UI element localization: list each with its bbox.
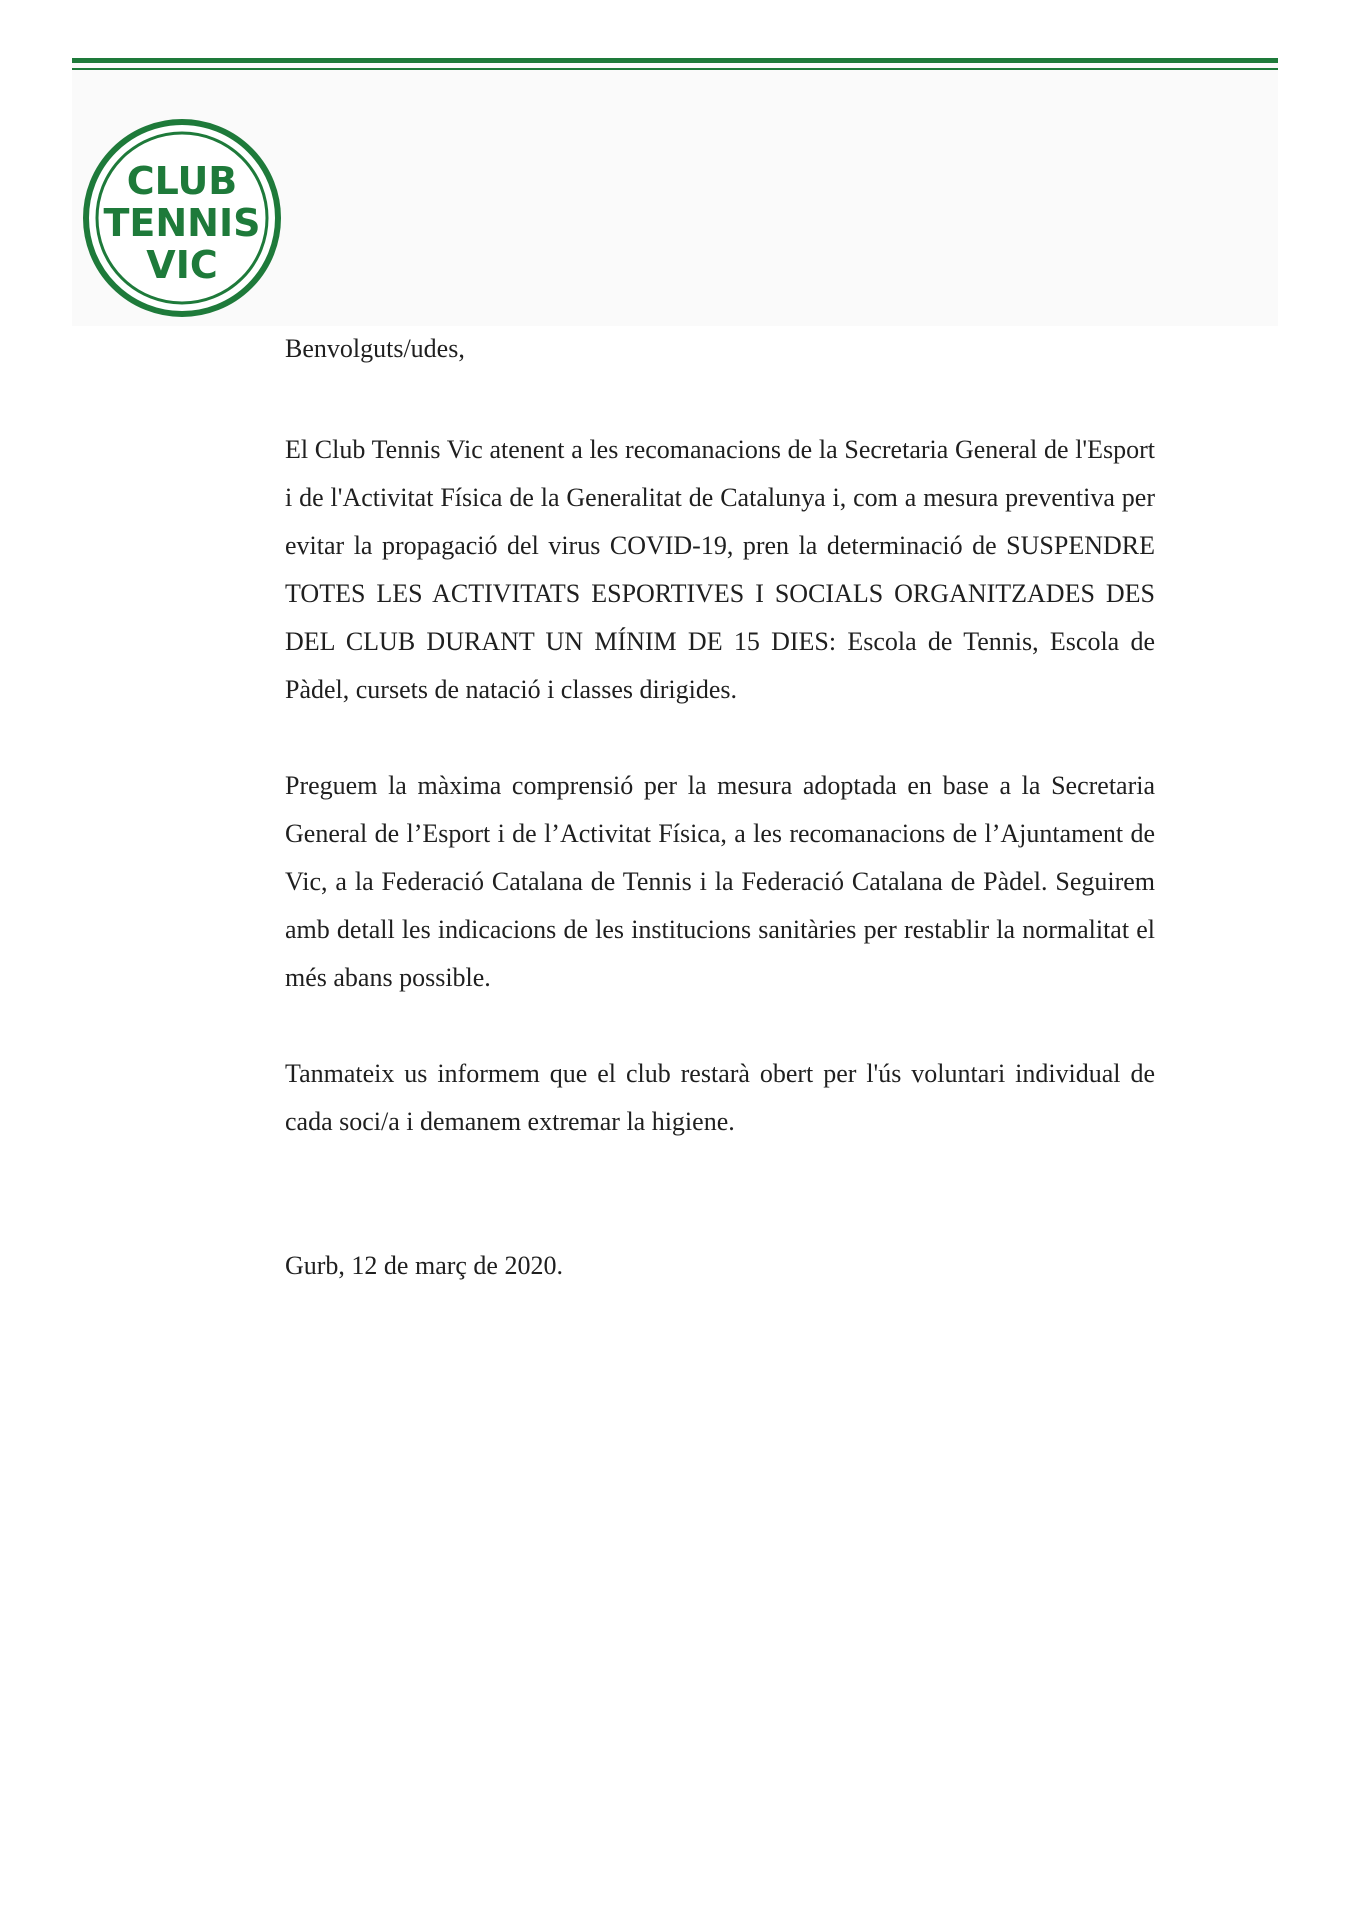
- header-rule-thick: [72, 58, 1278, 63]
- letter-body: [285, 325, 1155, 1290]
- letter-paragraph-club-open: Tanmateix us informem que el club restarà obert per l'ús voluntari individual de cada soci/a i demanem extremar la higiene.: [285, 1059, 1155, 1136]
- letter-greeting: Benvolguts/udes,: [285, 334, 465, 363]
- letter-paragraph-suspension: El Club Tennis Vic atenent a les recomanacions de la Secretaria General de l'Esport i de l'Activitat Física de la Generalitat de Catalunya i, com a mesura preventiva per evitar la propagació del virus COVID-19, pren la determinació de SUSPENDRE TOTES LES ACTIVITATS ESPORTIVES I SOCIALS ORGANITZADES DES DEL CLUB DURANT UN MÍNIM DE 15 DIES: Escola de Tennis, Escola de Pàdel, cursets de natació i classes dirigides.: [285, 435, 1155, 704]
- letter-date-place: Gurb, 12 de març de 2020.: [285, 1251, 563, 1280]
- club-logo: [82, 118, 282, 318]
- header-rule-thin: [72, 68, 1278, 70]
- letterhead: [72, 58, 1278, 326]
- logo-text-club: CLUB: [126, 159, 238, 203]
- club-logo-emblem: [82, 118, 282, 318]
- logo-text-tennis: TENNIS: [103, 201, 261, 245]
- letter-paragraph-understanding: Preguem la màxima comprensió per la mesura adoptada en base a la Secretaria General de l’Esport i de l’Activitat Física, a les recomanacions de l’Ajuntament de Vic, a la Federació Catalana de Tennis i la Federació Catalana de Pàdel. Seguirem amb detall les indicacions de les institucions sanitàries per restablir la normalitat el més abans possible.: [285, 771, 1155, 992]
- logo-text-vic: VIC: [146, 243, 218, 287]
